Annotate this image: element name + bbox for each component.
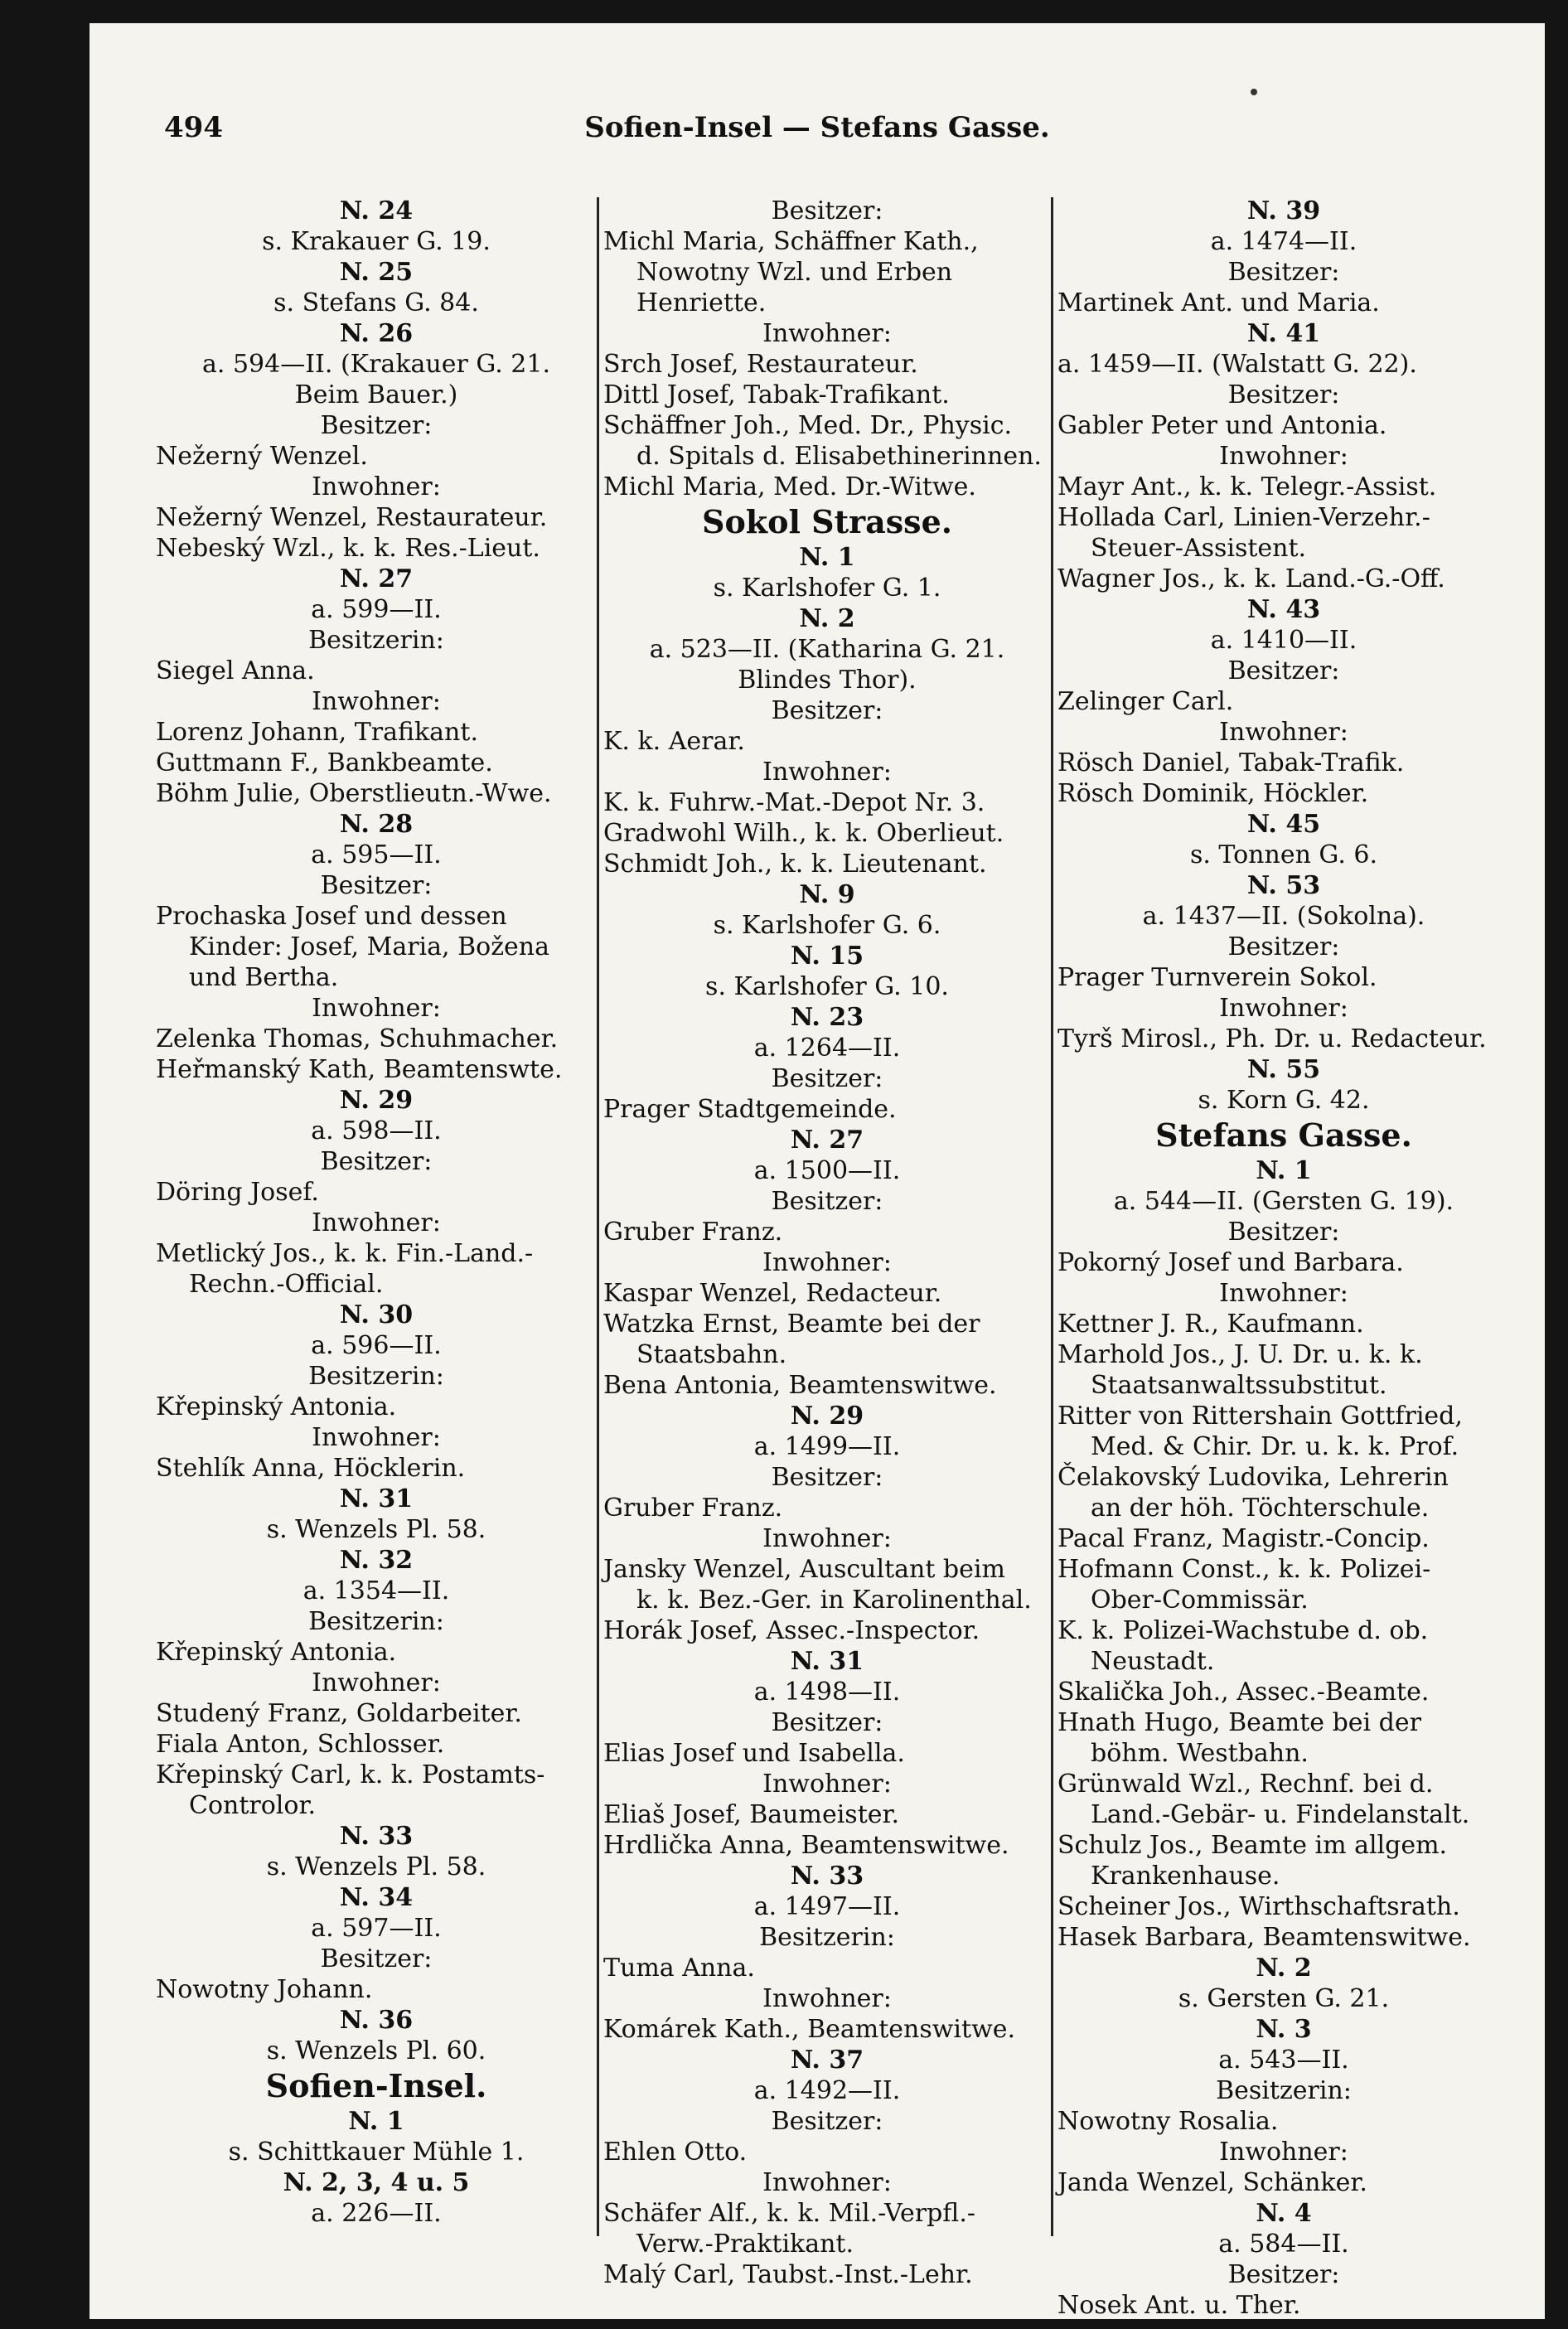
- entry-line: Nowotny Rosalia.: [1057, 2107, 1279, 2136]
- house-number: N. 39: [1246, 196, 1321, 225]
- street-heading: Sokol Strasse.: [702, 503, 952, 540]
- house-number: N. 2: [799, 604, 855, 633]
- entry-line: Hnath Hugo, Beamte bei der: [1057, 1708, 1421, 1737]
- entry-line: Staatsanwaltssubstitut.: [1091, 1371, 1387, 1400]
- entry-line: Beim Bauer.): [294, 380, 458, 409]
- entry-line: s. Karlshofer G. 10.: [705, 972, 949, 1001]
- house-number: N. 28: [339, 810, 414, 839]
- entry-line: Nebeský Wzl., k. k. Res.-Lieut.: [156, 534, 540, 563]
- entry-line: Rechn.-Official.: [189, 1270, 384, 1299]
- entry-line: Besitzerin:: [308, 1362, 444, 1391]
- house-number: N. 26: [339, 319, 414, 348]
- entry-line: Čelakovský Ludovika, Lehrerin: [1057, 1463, 1449, 1492]
- house-number: N. 4: [1256, 2199, 1312, 2228]
- entry-line: Siegel Anna.: [156, 656, 315, 685]
- entry-line: Verw.-Praktikant.: [636, 2230, 854, 2259]
- entry-line: Gruber Franz.: [603, 1218, 783, 1247]
- entry-line: Ritter von Rittershain Gottfried,: [1057, 1402, 1463, 1431]
- entry-line: Nežerný Wenzel.: [156, 442, 368, 471]
- entry-line: Besitzer:: [771, 696, 883, 725]
- entry-line: Nežerný Wenzel, Restaurateur.: [156, 503, 548, 532]
- entry-line: Horák Josef, Assec.-Inspector.: [603, 1616, 980, 1645]
- entry-line: a. 226—II.: [311, 2199, 442, 2228]
- entry-line: Mayr Ant., k. k. Telegr.-Assist.: [1057, 472, 1437, 501]
- entry-line: s. Gersten G. 21.: [1178, 1984, 1390, 2013]
- entry-line: a. 598—II.: [311, 1116, 442, 1145]
- entry-line: a. 1264—II.: [753, 1034, 901, 1063]
- entry-line: s. Krakauer G. 19.: [262, 227, 491, 256]
- house-number: N. 3: [1256, 2015, 1312, 2044]
- entry-line: Schäffner Joh., Med. Dr., Physic.: [603, 411, 1013, 440]
- entry-line: Martinek Ant. und Maria.: [1057, 288, 1380, 317]
- entry-line: Ober-Commissär.: [1091, 1586, 1309, 1615]
- entry-line: Inwohner:: [762, 1984, 892, 2013]
- entry-line: Inwohner:: [762, 1524, 892, 1553]
- entry-line: Böhm Julie, Oberstlieutn.-Wwe.: [156, 779, 552, 808]
- house-number: N. 37: [790, 2046, 864, 2075]
- entry-line: s. Stefans G. 84.: [273, 288, 479, 317]
- house-number: N. 27: [339, 564, 414, 593]
- entry-line: k. k. Bez.-Ger. in Karolinenthal.: [636, 1586, 1032, 1615]
- entry-line: s. Karlshofer G. 6.: [713, 911, 941, 940]
- entry-line: Henriette.: [636, 288, 767, 317]
- house-number: N. 27: [790, 1126, 864, 1155]
- entry-line: Besitzer:: [771, 2107, 883, 2136]
- entry-line: Hasek Barbara, Beamtenswitwe.: [1057, 1923, 1471, 1952]
- entry-line: Prochaska Josef und dessen: [156, 902, 507, 931]
- entry-line: Wagner Jos., k. k. Land.-G.-Off.: [1057, 564, 1445, 593]
- entry-line: a. 1474—II.: [1210, 227, 1357, 256]
- house-number: N. 33: [339, 1822, 414, 1851]
- entry-line: Besitzerin:: [759, 1923, 895, 1952]
- house-number: N. 32: [339, 1546, 414, 1575]
- entry-line: Nowotny Wzl. und Erben: [636, 258, 953, 287]
- entry-line: a. 1498—II.: [753, 1678, 901, 1707]
- entry-line: Besitzer:: [1227, 1218, 1340, 1247]
- entry-line: a. 1492—II.: [753, 2076, 901, 2105]
- entry-line: s. Karlshofer G. 1.: [713, 574, 941, 603]
- house-number: N. 29: [790, 1402, 864, 1431]
- entry-line: Inwohner:: [312, 1208, 441, 1237]
- entry-line: Schäfer Alf., k. k. Mil.-Verpfl.-: [603, 2199, 975, 2228]
- entry-line: Gradwohl Wilh., k. k. Oberlieut.: [603, 819, 1004, 848]
- entry-line: Blindes Thor).: [738, 666, 917, 695]
- entry-line: Inwohner:: [762, 1770, 892, 1799]
- entry-line: Nosek Ant. u. Ther.: [1057, 2291, 1301, 2320]
- house-number: N. 31: [790, 1647, 864, 1676]
- column-left: [156, 196, 597, 2243]
- house-number: N. 45: [1246, 810, 1321, 839]
- entry-line: a. 1410—II.: [1210, 626, 1357, 655]
- entry-line: Neustadt.: [1091, 1647, 1215, 1676]
- column-divider-1: [597, 197, 599, 2236]
- entry-line: a. 1499—II.: [753, 1432, 901, 1461]
- entry-line: Hollada Carl, Linien-Verzehr.-: [1057, 503, 1430, 532]
- entry-line: a. 1497—II.: [753, 1892, 901, 1921]
- entry-line: Inwohner:: [312, 687, 441, 716]
- entry-line: Prager Turnverein Sokol.: [1057, 963, 1377, 992]
- entry-line: Křepinský Antonia.: [156, 1392, 397, 1421]
- entry-line: a. 594—II. (Krakauer G. 21.: [201, 350, 551, 379]
- entry-line: Zelenka Thomas, Schuhmacher.: [156, 1024, 559, 1053]
- entry-line: Besitzer:: [1227, 2260, 1340, 2289]
- entry-line: Kettner J. R., Kaufmann.: [1057, 1310, 1364, 1339]
- entry-line: Besitzer:: [320, 411, 433, 440]
- entry-line: K. k. Polizei-Wachstube d. ob.: [1057, 1616, 1429, 1645]
- entry-line: Komárek Kath., Beamtenswitwe.: [603, 2015, 1016, 2044]
- entry-line: Schmidt Joh., k. k. Lieutenant.: [603, 850, 987, 879]
- entry-line: a. 599—II.: [311, 595, 442, 624]
- entry-line: Srch Josef, Restaurateur.: [603, 350, 918, 379]
- entry-line: Scheiner Jos., Wirthschaftsrath.: [1057, 1892, 1460, 1921]
- entry-line: Pokorný Josef und Barbara.: [1057, 1248, 1404, 1277]
- entry-line: Dittl Josef, Tabak-Trafikant.: [603, 380, 950, 409]
- entry-line: Inwohner:: [1219, 718, 1348, 747]
- entry-line: Besitzer:: [1227, 932, 1340, 961]
- entry-line: d. Spitals d. Elisabethinerinnen.: [636, 442, 1042, 471]
- entry-line: Tyrš Mirosl., Ph. Dr. u. Redacteur.: [1057, 1024, 1487, 1053]
- entry-line: Döring Josef.: [156, 1178, 319, 1207]
- entry-line: Besitzer:: [1227, 258, 1340, 287]
- entry-line: a. 597—II.: [311, 1914, 442, 1943]
- entry-line: und Bertha.: [189, 963, 339, 992]
- page-number: 494: [164, 111, 223, 144]
- entry-line: s. Wenzels Pl. 58.: [266, 1852, 486, 1881]
- entry-line: Inwohner:: [312, 472, 441, 501]
- entry-line: Bena Antonia, Beamtenswitwe.: [603, 1371, 997, 1400]
- entry-line: Prager Stadtgemeinde.: [603, 1095, 897, 1124]
- entry-line: Guttmann F., Bankbeamte.: [156, 748, 493, 777]
- entry-line: K. k. Fuhrw.-Mat.-Depot Nr. 3.: [603, 788, 985, 817]
- entry-line: Besitzerin:: [308, 626, 444, 655]
- house-number: N. 29: [339, 1086, 414, 1115]
- entry-line: s. Wenzels Pl. 58.: [266, 1515, 486, 1544]
- house-number: N. 1: [799, 543, 855, 572]
- entry-line: Besitzerin:: [308, 1607, 444, 1636]
- entry-line: Marhold Jos., J. U. Dr. u. k. k.: [1057, 1340, 1423, 1369]
- entry-line: Pacal Franz, Magistr.-Concip.: [1057, 1524, 1430, 1553]
- entry-line: Besitzer:: [320, 1147, 433, 1176]
- entry-line: Heřmanský Kath, Beamtenswte.: [156, 1055, 563, 1084]
- entry-line: Staatsbahn.: [636, 1340, 787, 1369]
- entry-line: Hrdlička Anna, Beamtenswitwe.: [603, 1831, 1009, 1860]
- house-number: N. 24: [339, 196, 414, 225]
- entry-line: Inwohner:: [762, 1248, 892, 1277]
- entry-line: Watzka Ernst, Beamte bei der: [603, 1310, 980, 1339]
- entry-line: Michl Maria, Med. Dr.-Witwe.: [603, 472, 976, 501]
- entry-line: Rösch Daniel, Tabak-Trafik.: [1057, 748, 1405, 777]
- entry-line: Rösch Dominik, Höckler.: [1057, 779, 1369, 808]
- entry-line: Steuer-Assistent.: [1091, 534, 1307, 563]
- entry-line: Jansky Wenzel, Auscultant beim: [603, 1555, 1005, 1584]
- house-number: N. 25: [339, 258, 414, 287]
- entry-line: Krankenhause.: [1091, 1862, 1280, 1891]
- entry-line: Inwohner:: [1219, 1279, 1348, 1308]
- entry-line: a. 596—II.: [311, 1331, 442, 1360]
- column-middle: [603, 196, 1051, 2289]
- entry-line: Křepinský Antonia.: [156, 1638, 397, 1667]
- house-number: N. 34: [339, 1883, 414, 1912]
- entry-line: Inwohner:: [1219, 994, 1348, 1023]
- house-number: N. 30: [339, 1300, 414, 1329]
- entry-line: s. Korn G. 42.: [1198, 1086, 1370, 1115]
- entry-line: Studený Franz, Goldarbeiter.: [156, 1699, 522, 1728]
- entry-line: Besitzerin:: [1216, 2076, 1352, 2105]
- entry-line: Schulz Jos., Beamte im allgem.: [1057, 1831, 1448, 1860]
- entry-line: Besitzer:: [771, 1187, 883, 1216]
- house-number: N. 9: [799, 880, 855, 909]
- entry-line: Besitzer:: [771, 1064, 883, 1093]
- entry-line: a. 543—II.: [1218, 2046, 1349, 2075]
- entry-line: Inwohner:: [762, 319, 892, 348]
- house-number: N. 1: [1256, 1156, 1312, 1185]
- entry-line: Elias Josef und Isabella.: [603, 1739, 905, 1768]
- entry-line: Tuma Anna.: [603, 1954, 755, 1983]
- entry-line: a. 523—II. (Katharina G. 21.: [649, 635, 1005, 664]
- entry-line: Eliaš Josef, Baumeister.: [603, 1800, 900, 1829]
- entry-line: Metlický Jos., k. k. Fin.-Land.-: [156, 1239, 534, 1268]
- street-heading: Stefans Gasse.: [1155, 1116, 1412, 1154]
- entry-line: a. 1437—II. (Sokolna).: [1142, 902, 1425, 931]
- house-number: N. 31: [339, 1484, 414, 1513]
- entry-line: Besitzer:: [771, 196, 883, 225]
- entry-line: K. k. Aerar.: [603, 727, 745, 756]
- house-number: N. 33: [790, 1862, 864, 1891]
- entry-line: Inwohner:: [312, 1668, 441, 1697]
- entry-line: Besitzer:: [320, 1944, 433, 1973]
- ink-speck: [1251, 89, 1257, 95]
- house-number: N. 41: [1246, 319, 1321, 348]
- entry-line: s. Schittkauer Mühle 1.: [228, 2138, 525, 2167]
- entry-line: Med. & Chir. Dr. u. k. k. Prof.: [1091, 1432, 1459, 1461]
- entry-line: Inwohner:: [1219, 442, 1348, 471]
- entry-line: a. 544—II. (Gersten G. 19).: [1113, 1187, 1454, 1216]
- house-number: N. 2: [1256, 1954, 1312, 1983]
- entry-line: an der höh. Töchterschule.: [1091, 1494, 1430, 1523]
- house-number: N. 43: [1246, 595, 1321, 624]
- entry-line: Hofmann Const., k. k. Polizei-: [1057, 1555, 1431, 1584]
- directory-page: [90, 23, 1545, 2319]
- entry-line: Ehlen Otto.: [603, 2138, 748, 2167]
- entry-line: Gruber Franz.: [603, 1494, 783, 1523]
- house-number: N. 2, 3, 4 u. 5: [283, 2168, 470, 2197]
- house-number: N. 1: [348, 2107, 404, 2136]
- entry-line: s. Tonnen G. 6.: [1189, 840, 1378, 869]
- entry-line: Besitzer:: [771, 1708, 883, 1737]
- house-number: N. 36: [339, 2006, 414, 2035]
- entry-line: a. 1500—II.: [753, 1156, 901, 1185]
- entry-line: Inwohner:: [762, 2168, 892, 2197]
- running-header: Sofien-Insel — Stefans Gasse.: [584, 111, 1050, 144]
- entry-line: Malý Carl, Taubst.-Inst.-Lehr.: [603, 2260, 973, 2289]
- entry-line: Grünwald Wzl., Rechnf. bei d.: [1057, 1770, 1434, 1799]
- entry-line: Janda Wenzel, Schänker.: [1057, 2168, 1367, 2197]
- entry-line: Inwohner:: [312, 1423, 441, 1452]
- entry-line: Zelinger Carl.: [1057, 687, 1234, 716]
- house-number: N. 15: [790, 942, 864, 971]
- entry-line: Inwohner:: [762, 758, 892, 787]
- house-number: N. 23: [790, 1003, 864, 1032]
- entry-line: Besitzer:: [1227, 380, 1340, 409]
- entry-line: Nowotny Johann.: [156, 1975, 373, 2004]
- entry-line: Inwohner:: [312, 994, 441, 1023]
- street-heading: Sofien-Insel.: [265, 2067, 487, 2104]
- entry-line: Besitzer:: [320, 871, 433, 900]
- entry-line: Inwohner:: [1219, 2138, 1348, 2167]
- entry-line: a. 584—II.: [1218, 2230, 1349, 2259]
- entry-line: Lorenz Johann, Trafikant.: [156, 718, 478, 747]
- entry-line: s. Wenzels Pl. 60.: [266, 2036, 486, 2065]
- entry-line: Skalička Joh., Assec.-Beamte.: [1057, 1678, 1430, 1707]
- entry-line: a. 1459—II. (Walstatt G. 22).: [1057, 350, 1417, 379]
- entry-line: böhm. Westbahn.: [1091, 1739, 1309, 1768]
- entry-line: Besitzer:: [1227, 656, 1340, 685]
- entry-line: Michl Maria, Schäffner Kath.,: [603, 227, 979, 256]
- entry-line: a. 1354—II.: [302, 1576, 450, 1605]
- entry-line: Kinder: Josef, Maria, Božena: [189, 932, 549, 961]
- entry-line: Gabler Peter und Antonia.: [1057, 411, 1387, 440]
- entry-line: Land.-Gebär- u. Findelanstalt.: [1091, 1800, 1470, 1829]
- entry-line: Křepinský Carl, k. k. Postamts-: [156, 1760, 545, 1789]
- entry-line: Kaspar Wenzel, Redacteur.: [603, 1279, 942, 1308]
- entry-line: a. 595—II.: [311, 840, 442, 869]
- house-number: N. 53: [1246, 871, 1321, 900]
- column-divider-2: [1051, 197, 1053, 2236]
- entry-line: Controlor.: [189, 1791, 317, 1820]
- house-number: N. 55: [1246, 1055, 1321, 1084]
- column-right: [1057, 196, 1510, 2320]
- entry-line: Stehlík Anna, Höcklerin.: [156, 1454, 466, 1483]
- entry-line: Besitzer:: [771, 1463, 883, 1492]
- entry-line: Fiala Anton, Schlosser.: [156, 1730, 445, 1759]
